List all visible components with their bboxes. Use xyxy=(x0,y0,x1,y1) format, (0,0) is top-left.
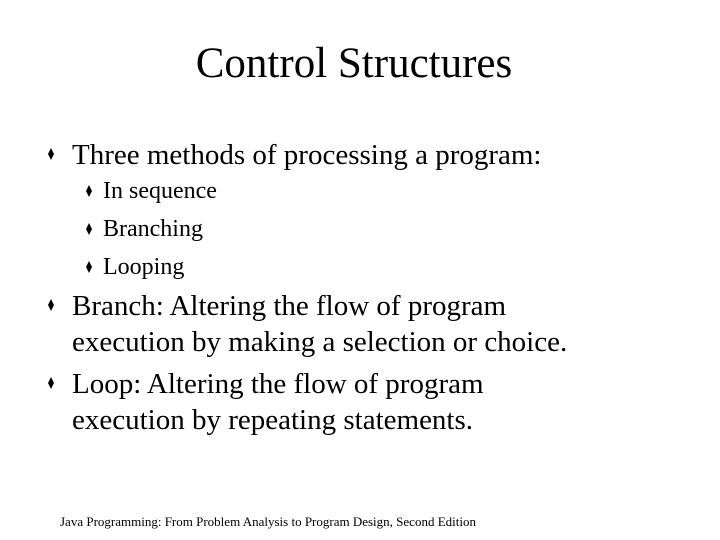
bullet-text-line: Loop: Altering the flow of program xyxy=(72,368,484,400)
sub-bullet-text: In sequence xyxy=(103,178,217,204)
bullet-text: Three methods of processing a program: xyxy=(72,139,542,171)
bullet-item xyxy=(0,136,720,174)
diamond-bullet-icon xyxy=(48,299,54,311)
sub-bullet-item xyxy=(0,172,720,210)
bullet-text-line: Branch: Altering the flow of program xyxy=(72,290,507,322)
bullet-item xyxy=(0,365,720,441)
diamond-bullet-icon xyxy=(48,148,54,160)
bullet-text-line: execution by making a selection or choice. xyxy=(72,326,568,358)
diamond-bullet-icon xyxy=(48,377,54,389)
diamond-bullet-icon xyxy=(86,185,92,197)
sub-bullet-item xyxy=(0,210,720,248)
diamond-bullet-icon xyxy=(86,261,92,273)
sub-bullet-text: Looping xyxy=(103,254,185,280)
bullet-text-line: execution by repeating statements. xyxy=(72,404,474,436)
diamond-bullet-icon xyxy=(86,223,92,235)
sub-bullet-text: Branching xyxy=(103,216,203,242)
slide-footer: Java Programming: From Problem Analysis to Program Design, Second Edition xyxy=(60,514,476,529)
bullet-item xyxy=(0,287,720,363)
sub-bullet-item xyxy=(0,248,720,286)
slide-title: Control Structures xyxy=(195,40,513,87)
